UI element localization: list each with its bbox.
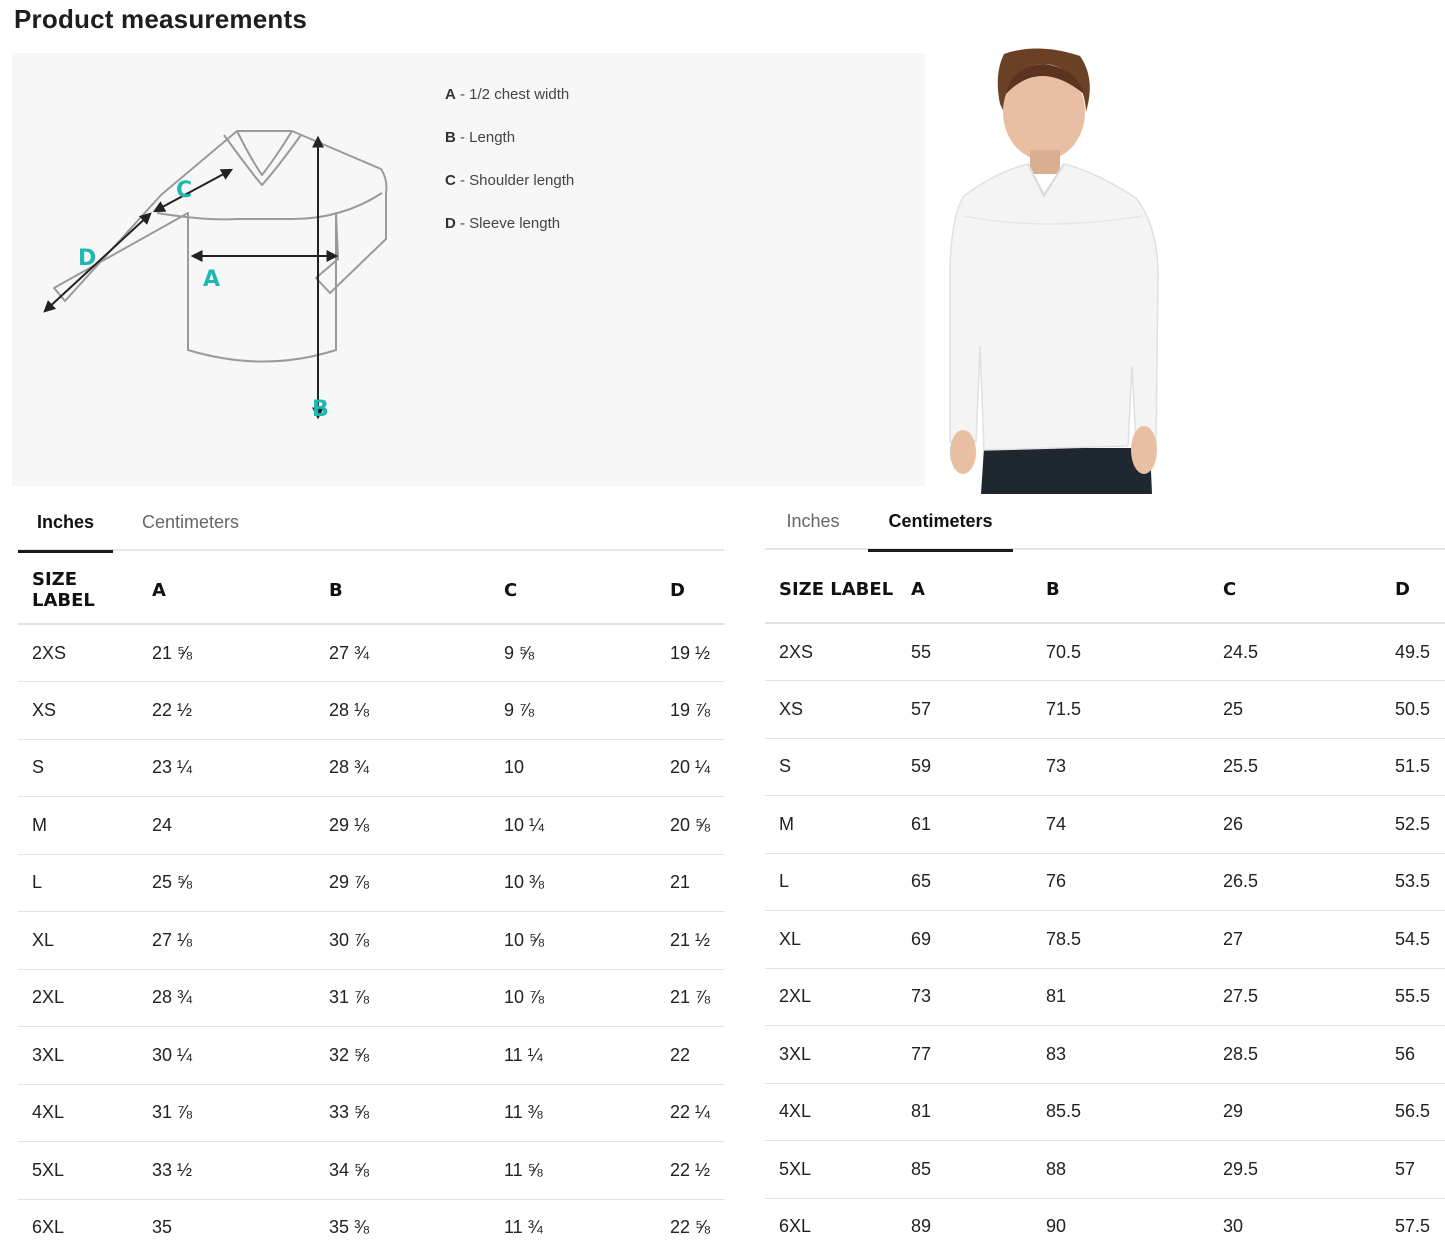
size-label-cell: 3XL	[18, 1027, 138, 1085]
label-d: D	[78, 246, 97, 271]
measurement-cell: 9 ⅞	[490, 682, 656, 740]
size-label-cell: M	[18, 797, 138, 855]
measurement-cell: 74	[1032, 796, 1209, 854]
table-row	[18, 1027, 724, 1085]
measurement-cell: 28 ¾	[315, 739, 490, 797]
size-label-cell: 4XL	[18, 1084, 138, 1142]
column-header: C	[490, 557, 656, 624]
measurement-cell: 57	[1381, 1141, 1445, 1199]
column-header: A	[897, 556, 1032, 623]
tab-centimeters[interactable]: Centimeters	[141, 512, 240, 532]
measurement-cell: 11 ¾	[490, 1199, 656, 1251]
measurement-cell: 10 ⅜	[490, 854, 656, 912]
table-row	[765, 1026, 1445, 1084]
unit-tabs-centimeters-table	[765, 496, 1445, 550]
measurement-cell: 22 ¼	[656, 1084, 724, 1142]
size-label-cell: S	[18, 739, 138, 797]
size-label-cell: 2XL	[18, 969, 138, 1027]
measurement-cell: 27	[1209, 911, 1381, 969]
measurement-cell: 29.5	[1209, 1141, 1381, 1199]
measurement-cell: 29 ⅛	[315, 797, 490, 855]
column-header: SIZE LABEL	[18, 557, 138, 624]
measurement-cell: 27.5	[1209, 968, 1381, 1026]
legend-item-d: D - Sleeve length	[445, 215, 561, 232]
measurement-cell: 33 ½	[138, 1142, 315, 1200]
measurement-cell: 81	[1032, 968, 1209, 1026]
size-label-cell: XS	[18, 682, 138, 740]
size-label-cell: XL	[18, 912, 138, 970]
size-label-cell: S	[765, 738, 897, 796]
size-label-cell: XS	[765, 681, 897, 739]
measurement-cell: 21	[656, 854, 724, 912]
measurement-cell: 19 ⅞	[656, 682, 724, 740]
size-label-cell: 6XL	[18, 1199, 138, 1251]
table-row	[18, 739, 724, 797]
size-label-cell: 2XS	[18, 624, 138, 682]
measurement-cell: 25	[1209, 681, 1381, 739]
measurement-cell: 22	[656, 1027, 724, 1085]
size-label-cell: 5XL	[765, 1141, 897, 1199]
measurement-cell: 19 ½	[656, 624, 724, 682]
size-label-cell: 2XS	[765, 623, 897, 681]
measurement-cell: 11 ⅜	[490, 1084, 656, 1142]
measurement-cell: 56.5	[1381, 1083, 1445, 1141]
tab-centimeters[interactable]: Centimeters	[868, 496, 1013, 550]
table-row	[18, 1199, 724, 1251]
measurement-cell: 28 ⅛	[315, 682, 490, 740]
measurement-cell: 21 ⅞	[656, 969, 724, 1027]
table-row	[765, 623, 1445, 681]
label-a: A	[203, 267, 221, 292]
measurement-cell: 35	[138, 1199, 315, 1251]
jersey-measurement-diagram	[42, 123, 412, 443]
measurement-cell: 78.5	[1032, 911, 1209, 969]
measurement-cell: 57	[897, 681, 1032, 739]
measurement-cell: 20 ⅝	[656, 797, 724, 855]
measurement-cell: 53.5	[1381, 853, 1445, 911]
measurement-cell: 81	[897, 1083, 1032, 1141]
measurement-cell: 32 ⅝	[315, 1027, 490, 1085]
measurement-cell: 73	[897, 968, 1032, 1026]
column-header: C	[1209, 556, 1381, 623]
measurement-cell: 22 ½	[138, 682, 315, 740]
measurement-cell: 56	[1381, 1026, 1445, 1084]
measurement-cell: 10 ⅞	[490, 969, 656, 1027]
size-label-cell: M	[765, 796, 897, 854]
measurement-cell: 49.5	[1381, 623, 1445, 681]
column-header: SIZE LABEL	[765, 556, 897, 623]
measurement-cell: 10	[490, 739, 656, 797]
measurement-cell: 22 ½	[656, 1142, 724, 1200]
measurement-cell: 76	[1032, 853, 1209, 911]
legend-item-a: A - 1/2 chest width	[445, 86, 570, 103]
measurement-cell: 30 ¼	[138, 1027, 315, 1085]
column-header: D	[1381, 556, 1445, 623]
measurement-cell: 34 ⅝	[315, 1142, 490, 1200]
tab-inches[interactable]: Inches	[18, 497, 113, 551]
measurement-cell: 10 ¼	[490, 797, 656, 855]
measurement-legend	[445, 85, 574, 257]
measurement-cell: 57.5	[1381, 1198, 1445, 1251]
measurement-diagram-panel	[12, 53, 925, 486]
measurement-cell: 27 ¾	[315, 624, 490, 682]
measurement-cell: 29 ⅞	[315, 854, 490, 912]
size-table-inches	[18, 557, 724, 1251]
measurement-cell: 85.5	[1032, 1083, 1209, 1141]
table-row	[765, 681, 1445, 739]
measurement-cell: 50.5	[1381, 681, 1445, 739]
table-row	[18, 969, 724, 1027]
measurement-cell: 23 ¼	[138, 739, 315, 797]
measurement-cell: 90	[1032, 1198, 1209, 1251]
measurement-cell: 26	[1209, 796, 1381, 854]
measurement-cell: 33 ⅝	[315, 1084, 490, 1142]
column-header: B	[1032, 556, 1209, 623]
measurement-cell: 22 ⅝	[656, 1199, 724, 1251]
column-header: A	[138, 557, 315, 624]
table-row	[18, 797, 724, 855]
measurement-cell: 71.5	[1032, 681, 1209, 739]
legend-item-c: C - Shoulder length	[445, 172, 575, 189]
jersey-outline	[54, 131, 386, 362]
table-row	[765, 738, 1445, 796]
measurement-cell: 10 ⅝	[490, 912, 656, 970]
measurement-cell: 65	[897, 853, 1032, 911]
measurement-cell: 24	[138, 797, 315, 855]
unit-tabs-inches-table	[18, 497, 724, 551]
size-table-centimeters	[765, 556, 1445, 1251]
measurement-cell: 31 ⅞	[315, 969, 490, 1027]
measurement-cell: 21 ½	[656, 912, 724, 970]
measurement-cell: 70.5	[1032, 623, 1209, 681]
measurement-cell: 30	[1209, 1198, 1381, 1251]
measurement-cell: 55	[897, 623, 1032, 681]
table-row	[765, 853, 1445, 911]
table-row	[765, 1141, 1445, 1199]
size-label-cell: 6XL	[765, 1198, 897, 1251]
measurement-cell: 25 ⅝	[138, 854, 315, 912]
label-c: C	[176, 178, 193, 203]
measurement-cell: 11 ⅝	[490, 1142, 656, 1200]
tab-inches[interactable]: Inches	[786, 511, 840, 531]
measurement-cell: 77	[897, 1026, 1032, 1084]
table-header-row	[18, 557, 724, 624]
measurement-cell: 21 ⅝	[138, 624, 315, 682]
model-photo	[946, 46, 1168, 494]
measurement-cell: 51.5	[1381, 738, 1445, 796]
table-row	[765, 796, 1445, 854]
measurement-cell: 25.5	[1209, 738, 1381, 796]
measurement-cell: 20 ¼	[656, 739, 724, 797]
measurement-cell: 29	[1209, 1083, 1381, 1141]
size-label-cell: 3XL	[765, 1026, 897, 1084]
measurement-cell: 73	[1032, 738, 1209, 796]
measurement-cell: 69	[897, 911, 1032, 969]
measurement-cell: 9 ⅝	[490, 624, 656, 682]
measurement-cell: 27 ⅛	[138, 912, 315, 970]
measurement-cell: 83	[1032, 1026, 1209, 1084]
page-title: Product measurements	[14, 4, 307, 34]
table-row	[765, 968, 1445, 1026]
measurement-cell: 28 ¾	[138, 969, 315, 1027]
measurement-cell: 89	[897, 1198, 1032, 1251]
measurement-cell: 31 ⅞	[138, 1084, 315, 1142]
table-row	[18, 624, 724, 682]
column-header: B	[315, 557, 490, 624]
size-label-cell: 2XL	[765, 968, 897, 1026]
size-label-cell: 4XL	[765, 1083, 897, 1141]
column-header: D	[656, 557, 724, 624]
measurement-cell: 59	[897, 738, 1032, 796]
table-row	[18, 854, 724, 912]
measurement-cell: 11 ¼	[490, 1027, 656, 1085]
size-label-cell: 5XL	[18, 1142, 138, 1200]
measurement-cell: 24.5	[1209, 623, 1381, 681]
measurement-cell: 30 ⅞	[315, 912, 490, 970]
measurement-cell: 35 ⅜	[315, 1199, 490, 1251]
measurement-cell: 55.5	[1381, 968, 1445, 1026]
measurement-cell: 54.5	[1381, 911, 1445, 969]
table-row	[765, 1198, 1445, 1251]
legend-item-b: B - Length	[445, 129, 516, 146]
table-row	[18, 1084, 724, 1142]
size-label-cell: L	[18, 854, 138, 912]
table-row	[765, 1083, 1445, 1141]
measurement-cell: 28.5	[1209, 1026, 1381, 1084]
measurement-cell: 88	[1032, 1141, 1209, 1199]
table-header-row	[765, 556, 1445, 623]
measurement-cell: 26.5	[1209, 853, 1381, 911]
table-row	[18, 1142, 724, 1200]
label-b: B	[312, 397, 329, 422]
table-row	[18, 682, 724, 740]
measurement-cell: 85	[897, 1141, 1032, 1199]
table-row	[765, 911, 1445, 969]
measurement-cell: 52.5	[1381, 796, 1445, 854]
measurement-cell: 61	[897, 796, 1032, 854]
table-row	[18, 912, 724, 970]
size-label-cell: XL	[765, 911, 897, 969]
size-label-cell: L	[765, 853, 897, 911]
